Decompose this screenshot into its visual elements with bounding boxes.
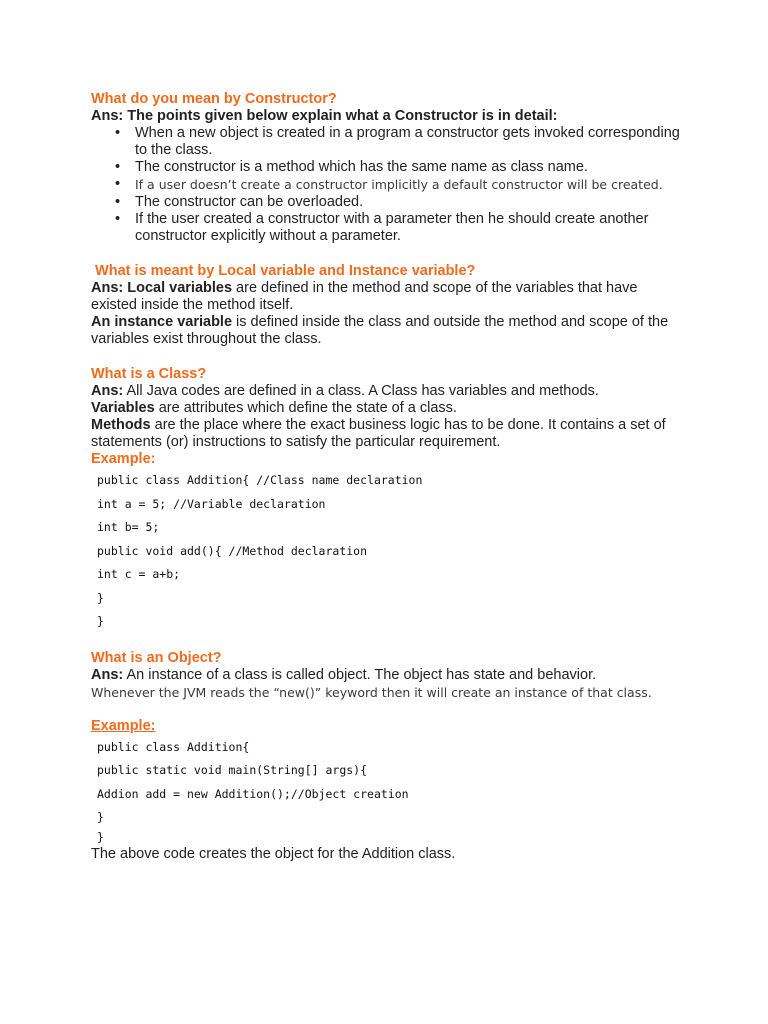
- code-line: public class Addition{: [97, 739, 250, 754]
- bullet-text: If a user doesn’t create a constructor implicitly a default constructor will be created.: [135, 177, 663, 192]
- term-instance-variable: An instance variable: [91, 314, 233, 330]
- code-block-object: [91, 740, 681, 847]
- code-line: int a = 5; //Variable declaration: [97, 496, 326, 511]
- constructor-bullet-list: [91, 125, 681, 245]
- code-line: Addion add = new Addition();//Object creation: [97, 786, 409, 801]
- answer-variables: [91, 400, 681, 417]
- term-methods: Methods: [91, 417, 151, 433]
- example-label: Example:: [91, 451, 156, 467]
- definition-text: All Java codes are defined in a class. A Class has variables and methods.: [123, 383, 599, 399]
- term-local-variables: Ans: Local variables: [91, 280, 233, 296]
- heading-local-instance: What is meant by Local variable and Instance variable?: [91, 263, 476, 279]
- definition-text: is defined inside the class and outside the method and scope of the variables exist throughout the class.: [91, 314, 669, 347]
- definition-text: are attributes which define the state of a class.: [154, 400, 457, 416]
- code-block-class: [91, 473, 681, 638]
- answer-constructor-intro: [91, 108, 681, 125]
- definition-text: An instance of a class is called object. The object has state and behavior.: [123, 666, 597, 683]
- code-line: }: [97, 810, 104, 824]
- bullet-item: • If the user created a constructor with a parameter then he should create another constructor explicitly without a parameter.: [135, 211, 681, 245]
- example-label: Example:: [91, 717, 156, 734]
- code-line: int c = a+b;: [97, 567, 181, 581]
- definition-text: are defined in the method and scope of the variables that have existed inside the method itself.: [91, 280, 638, 313]
- bullet-item: • The constructor can be overloaded.: [135, 194, 681, 211]
- ans-label: Ans:: [91, 666, 124, 683]
- object-note: [91, 684, 681, 702]
- footer-text: The above code creates the object for the Addition class.: [91, 846, 456, 862]
- answer-object: [91, 667, 681, 684]
- answer-class: [91, 383, 681, 400]
- heading-class: What is a Class?: [91, 366, 207, 382]
- code-line: public void add(){ //Method declaration: [97, 543, 368, 558]
- code-line: }: [97, 590, 104, 605]
- heading-constructor: What do you mean by Constructor?: [91, 91, 337, 107]
- term-variables: Variables: [91, 400, 155, 416]
- bullet-item: • The constructor is a method which has the same name as class name.: [135, 159, 681, 176]
- definition-text: are the place where the exact business logic has to be done. It contains a set of statements (or) instructions to satisfy the particular requirement.: [91, 417, 666, 450]
- code-line: public static void main(String[] args){: [97, 763, 368, 777]
- code-line: }: [97, 830, 104, 844]
- code-line: }: [97, 614, 104, 628]
- answer-methods: [91, 417, 681, 451]
- code-line: int b= 5;: [97, 520, 160, 534]
- answer-text: Ans: The points given below explain what a Constructor is in detail:: [91, 108, 558, 124]
- note-text: Whenever the JVM reads the “new()” keyword then it will create an instance of that class.: [91, 684, 652, 700]
- bullet-item: [135, 176, 681, 194]
- document-page: [91, 91, 681, 863]
- bullet-item: • When a new object is created in a program a constructor gets invoked corresponding to the class.: [135, 125, 681, 159]
- ans-label: Ans:: [91, 383, 124, 399]
- answer-instance-variable: [91, 314, 681, 348]
- code-line: public class Addition{ //Class name declaration: [97, 473, 423, 487]
- answer-local-variable: [91, 280, 681, 314]
- heading-object: What is an Object?: [91, 649, 222, 666]
